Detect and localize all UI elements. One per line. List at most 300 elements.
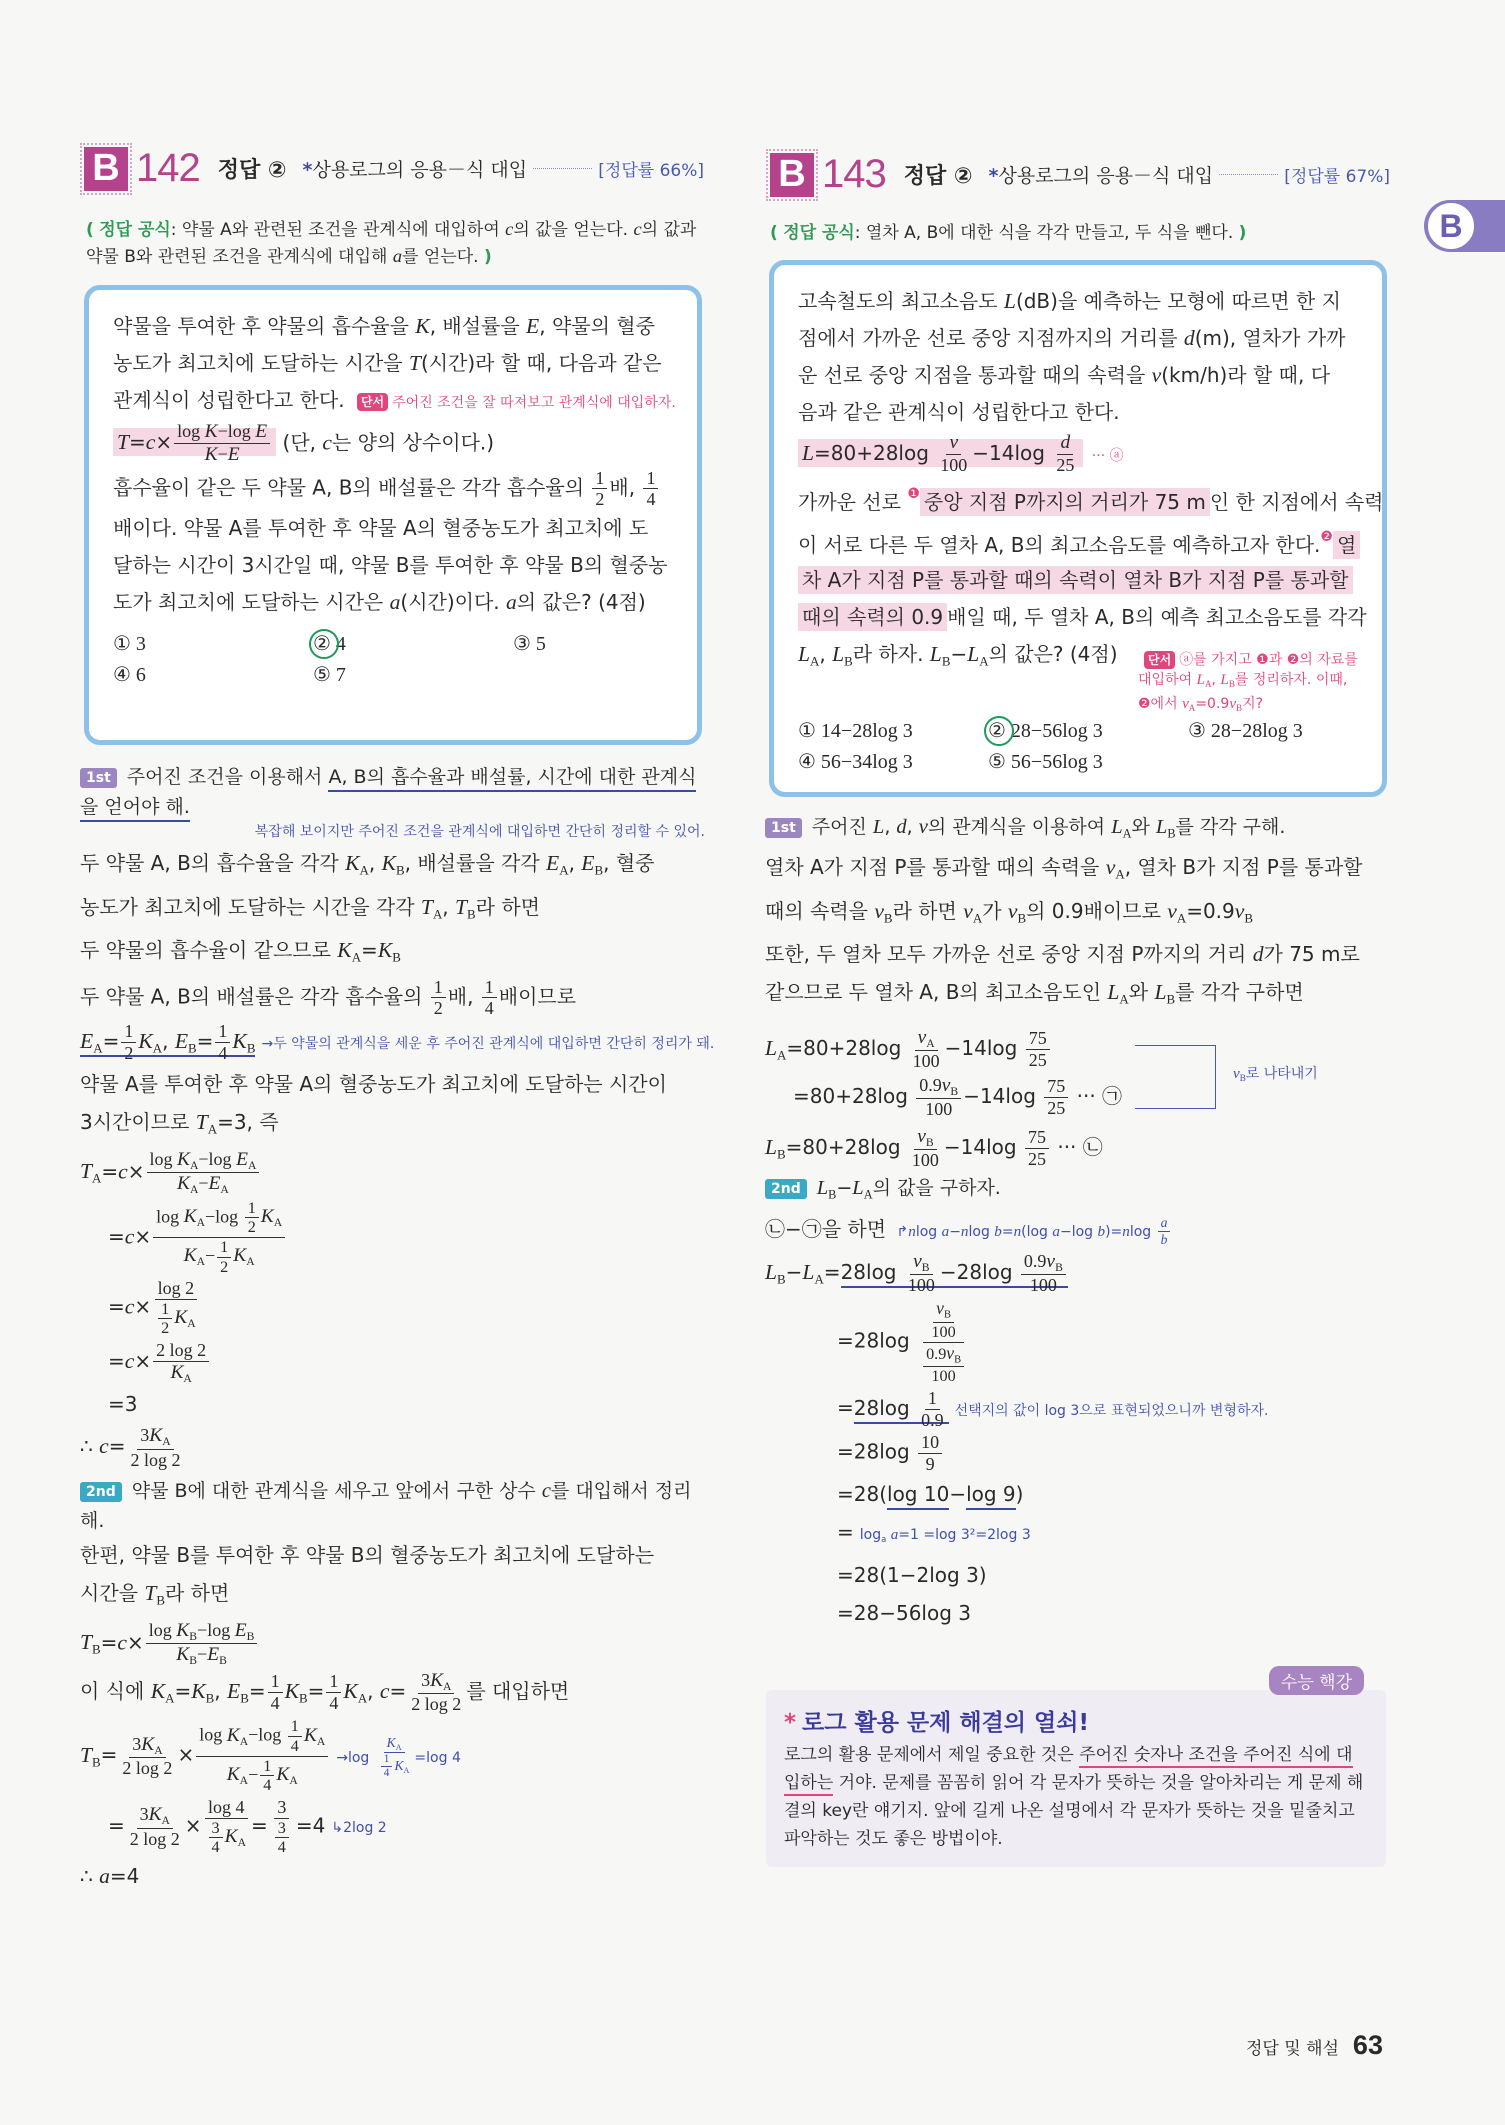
bracket-arrow (1135, 1045, 1216, 1109)
text: log 4 (208, 1796, 245, 1817)
text: 를 각각 구해. (1175, 816, 1286, 838)
math-line (798, 321, 1358, 357)
text: 주어진 조건을 이용해서 (126, 766, 329, 788)
text: log 10 (887, 1481, 950, 1506)
step-text (816, 1177, 1001, 1202)
subscript: A (863, 1187, 873, 1202)
text: 1 (329, 1671, 339, 1692)
text: 로그의 활용 문제에서 제일 중요한 것은 (784, 1745, 1080, 1765)
subscript: A (92, 1170, 102, 1186)
denominator (1027, 1275, 1060, 1296)
math-line (80, 933, 705, 975)
step-1-header (80, 762, 705, 842)
math-variable: v (949, 432, 959, 453)
math-line (798, 563, 1358, 599)
text: ㉡−㉠을 하면 (765, 1216, 887, 1241)
text: 를 대입하면 (466, 1678, 570, 1703)
answer-choices (798, 718, 1358, 774)
math-line (798, 432, 1358, 476)
math-variable: n (1122, 1223, 1130, 1240)
text: A, B의 흡수율과 배설률, 시간에 대한 관계식을 얻어야 해. (80, 766, 697, 818)
math-variable: $L_A$ (1111, 816, 1132, 841)
numerator (146, 1620, 258, 1644)
text: ↱ (892, 1223, 909, 1240)
subscript: B (925, 1135, 934, 1149)
text: = (307, 1678, 325, 1703)
math-variable: $K_A$ (174, 1307, 196, 1331)
text: = (196, 1028, 214, 1053)
subscript: A (196, 1215, 206, 1229)
denominator (922, 1099, 955, 1120)
text: − (248, 1763, 259, 1784)
text: − (198, 1173, 209, 1194)
fraction (119, 1734, 175, 1779)
math-line (80, 1340, 705, 1385)
math-line (765, 1388, 1390, 1430)
numerator (129, 1734, 165, 1758)
math-line (765, 850, 1390, 892)
denominator (592, 489, 607, 510)
numerator (155, 1278, 198, 1300)
text: 2 log 2 (156, 1340, 207, 1361)
topic (989, 161, 1214, 188)
text: 4 (263, 1776, 272, 1795)
text: 25 (1027, 1148, 1046, 1169)
math-variable: $T_A$ (420, 894, 443, 922)
subscript: B (1166, 991, 1176, 1007)
solution-step-2 (765, 1212, 1390, 1632)
subscript: A (1119, 991, 1129, 1007)
denominator (1026, 1050, 1050, 1071)
numerator (215, 1021, 230, 1043)
answer-formula (770, 220, 1382, 246)
subscript: A (559, 862, 569, 878)
text: 지? (1242, 696, 1264, 713)
choice-4[interactable]: ④ 6 (113, 664, 146, 687)
step-badge: 2nd (80, 1482, 122, 1502)
subscript: B (1055, 1260, 1063, 1274)
text: ⓐ를 가지고 ❶과 ❷의 자료를 대입하여 (1138, 651, 1358, 688)
choice-5[interactable]: ⑤ 7 (313, 664, 346, 687)
subscript: A (207, 1121, 218, 1137)
annotation (261, 1036, 714, 1052)
denominator (173, 1644, 230, 1667)
text: =80+28log (793, 1083, 915, 1108)
solution-143 (765, 812, 1390, 1634)
math-variable: $K_B$ (284, 1678, 308, 1706)
step-2-header (80, 1476, 705, 1536)
text: 100 (912, 1051, 940, 1072)
math-line (80, 1020, 715, 1065)
text: =0.9 (1186, 898, 1235, 923)
numerator (925, 1388, 940, 1410)
text: 차 A가 지점 P를 통과할 때의 속력이 열차 B가 지점 P를 통과할 (802, 568, 1349, 593)
denominator (431, 998, 446, 1019)
subscript: B (156, 1592, 165, 1608)
math-variable: a (392, 246, 403, 266)
subscript: A (443, 1679, 452, 1693)
math-variable: $K_A$ (183, 1205, 206, 1229)
text: = (100, 1630, 118, 1655)
text: −log (1059, 1223, 1098, 1240)
fraction (204, 1797, 249, 1857)
math-line (765, 1212, 1390, 1249)
text: 라 하면 (475, 894, 540, 919)
numerator (923, 1298, 963, 1342)
bracket-close: ) (483, 247, 492, 267)
math-variable: $K_B$ (377, 938, 401, 965)
fraction (326, 1671, 341, 1713)
text: 주어진 조건을 잘 따져보고 관계식에 대입하자. (392, 395, 676, 411)
math-variable: $L_A$ (1196, 671, 1212, 690)
fraction (923, 1343, 964, 1386)
fraction (916, 1075, 961, 1120)
text: 3 (277, 1796, 287, 1817)
math-line (80, 1670, 705, 1716)
denominator (121, 1043, 136, 1064)
text: 0.9 (926, 1344, 947, 1363)
text: 2 (433, 998, 443, 1019)
math-line (113, 511, 673, 547)
subscript: A (165, 1690, 175, 1706)
fraction (905, 1251, 938, 1296)
text: 100 (931, 1322, 956, 1341)
denominator (158, 1319, 172, 1338)
text: 4 (329, 1692, 339, 1713)
subscript: A (187, 1317, 196, 1331)
text: 1 (646, 467, 656, 488)
text: 약물 A를 투여한 후 약물 A의 혈중농도가 최고치에 도달하는 시간이 (80, 1072, 667, 1097)
math-variable: $v_B$ (1007, 898, 1027, 926)
text: =28log (837, 1328, 917, 1353)
annotation (336, 1735, 461, 1780)
text: (시간)이다. (400, 590, 506, 615)
text: 운 선로 중앙 지점을 통과할 때의 속력을 (798, 363, 1152, 387)
subscript: B (777, 1146, 786, 1162)
math-variable: L (1003, 289, 1016, 313)
text: 는 양의 상수이다.) (331, 430, 495, 455)
text: 한편, 약물 B를 투여한 후 약물 B의 혈중농도가 최고치에 도달하는 (80, 1543, 655, 1568)
text: = (108, 1813, 125, 1838)
text: log (859, 1526, 882, 1543)
text: 1 (161, 1299, 170, 1318)
math-variable: $K_A$ (386, 1735, 402, 1752)
choice-5[interactable]: ⑤ 56−56log 3 (988, 751, 1103, 774)
underlined (840, 1250, 1068, 1296)
math-variable: $K_A$ (430, 1669, 452, 1693)
text: = (823, 1259, 841, 1284)
step-badge: 1st (80, 768, 117, 788)
choice-1[interactable]: ① 3 (113, 633, 146, 656)
text: × (155, 430, 173, 455)
text: 100 (907, 1275, 935, 1296)
question-box-143 (769, 260, 1387, 797)
math-variable: c (124, 1349, 135, 1374)
math-line (798, 477, 1384, 519)
math-variable: $v_A$ (1182, 696, 1196, 714)
text: 때의 속력을 (765, 898, 875, 923)
math-variable: $L_B$ (832, 642, 853, 669)
numerator (326, 1671, 341, 1693)
math-variable: $E_A$ (546, 851, 569, 878)
text: (km/h)라 할 때, 다 (1161, 363, 1331, 387)
denominator (905, 1275, 938, 1296)
text: log (199, 1724, 227, 1745)
math-variable: $K_A$ (150, 1678, 175, 1706)
section-tab-b[interactable] (1424, 200, 1505, 252)
page-number: 63 (1352, 2030, 1383, 2060)
text: = (108, 1294, 125, 1319)
text: =28(1−2log 3) (837, 1562, 987, 1587)
solution-142 (80, 762, 715, 1897)
subscript: B (189, 1630, 198, 1644)
numerator (274, 1797, 289, 1819)
fraction (158, 1300, 172, 1338)
denominator (288, 1737, 302, 1756)
choice-3[interactable]: ③ 5 (513, 633, 546, 656)
text: 100 (931, 1367, 956, 1386)
fraction (174, 421, 270, 467)
step-badge: 2nd (765, 1179, 807, 1199)
numerator (923, 1343, 964, 1368)
subscript: B (941, 653, 951, 669)
math-variable: $E_B$ (207, 1644, 227, 1668)
choice-2[interactable]: ② 28−56log 3 (988, 718, 1188, 743)
math-line (80, 846, 705, 888)
math-variable: $v_A$ (917, 1026, 935, 1050)
math-line (113, 585, 673, 621)
math-variable: n (908, 1223, 916, 1240)
highlight (113, 421, 276, 466)
problem-number: 143 (822, 152, 886, 196)
topic-text: 상용로그의 응용－식 대입 (312, 159, 528, 181)
solution-step-1 (80, 846, 715, 1470)
denominator (909, 1150, 942, 1171)
text: = (174, 1678, 192, 1703)
text: 의 값을 구하자. (872, 1177, 1001, 1200)
text: = (837, 1395, 854, 1420)
subscript: B (189, 1654, 198, 1668)
text: : 약물 A와 관련된 조건을 관계식에 대입하여 (170, 220, 506, 240)
math-line (765, 1298, 1390, 1386)
text: 두 약물 A, B의 배설률은 각각 흡수율의 (80, 984, 429, 1009)
numerator (147, 1149, 260, 1173)
denominator (918, 1343, 969, 1386)
math-line (80, 1538, 705, 1574)
text: −28log (939, 1259, 1019, 1284)
choice-2[interactable]: ② 4 (313, 631, 513, 656)
subscript: B (1228, 679, 1235, 690)
denominator (376, 1753, 413, 1780)
denominator (181, 1238, 258, 1276)
fraction (431, 977, 446, 1019)
math-variable: $v_B$ (874, 898, 893, 926)
subscript: A (196, 1255, 206, 1269)
denominator (217, 1258, 231, 1277)
subscript: A (237, 1836, 247, 1849)
text: 1 (595, 467, 605, 488)
math-line (113, 421, 673, 467)
text: , 약물의 혈중 (539, 314, 655, 338)
text: 두 약물 A, B의 흡수율을 각각 (80, 851, 346, 875)
choice-4[interactable]: ④ 56−34log 3 (798, 751, 913, 774)
math-variable: d (896, 816, 907, 838)
math-line (798, 284, 1358, 320)
math-variable: d (1183, 326, 1195, 350)
denominator (643, 489, 658, 510)
math-variable: $K_A$ (343, 1678, 368, 1706)
math-variable: $K_A$ (141, 1733, 163, 1757)
math-variable: $K_B$ (176, 1644, 198, 1668)
subscript: A (152, 1040, 163, 1056)
text: 100 (1029, 1275, 1057, 1296)
text: , 열차 B가 지점 P를 통과할 (1124, 855, 1363, 880)
text: log (148, 1619, 177, 1640)
math-variable: $v_B$ (936, 1298, 951, 1321)
fraction (270, 1797, 294, 1857)
question-text (113, 309, 676, 621)
numerator (1025, 1127, 1049, 1149)
subscript: A (395, 1742, 402, 1752)
subscript: B (1017, 910, 1027, 926)
subscript: A (93, 1040, 103, 1056)
annotation (860, 1527, 1031, 1543)
text: 중앙 지점 P까지의 거리가 75 m (923, 490, 1206, 515)
math-variable: c (124, 1223, 135, 1248)
denominator (928, 1367, 958, 1386)
denominator (245, 1218, 259, 1237)
fraction (146, 1620, 258, 1668)
math-line (80, 1067, 705, 1103)
numerator (1057, 432, 1073, 455)
math-line (765, 1596, 1390, 1632)
math-variable: $v_B$ (913, 1250, 930, 1274)
subscript: B (943, 1309, 951, 1321)
text: ··· ㉠ (1070, 1083, 1123, 1108)
text: 1 (218, 1020, 228, 1041)
hint-annotation (1087, 448, 1123, 464)
fraction (209, 1819, 223, 1857)
text: 농도가 최고치에 도달하는 시간을 각각 (80, 894, 421, 919)
text: 1 (220, 1237, 229, 1256)
number-marker: ❶ (907, 486, 920, 503)
fraction (1053, 432, 1077, 476)
math-line (80, 1278, 705, 1338)
math-variable: b (1160, 1232, 1168, 1248)
step-text (80, 1480, 691, 1532)
choice-3[interactable]: ③ 28−28log 3 (1188, 720, 1303, 743)
text: , (162, 1028, 175, 1053)
text: −14log (943, 1134, 1023, 1159)
fraction (910, 1027, 943, 1072)
math-variable: $v_B$ (1046, 1250, 1063, 1274)
math-variable: d (1060, 432, 1071, 453)
text: 0.9 (919, 1074, 942, 1095)
denominator (209, 1838, 223, 1857)
text: 3 (140, 1425, 150, 1446)
text: , (1211, 671, 1221, 688)
math-variable: $E_A$ (236, 1148, 257, 1172)
hint-annotation (392, 395, 676, 411)
fraction (928, 1298, 958, 1341)
fraction (153, 1278, 198, 1338)
math-line (765, 937, 1390, 973)
math-variable: $K_A$ (276, 1763, 298, 1788)
text: = (1001, 1223, 1014, 1240)
math-line (80, 890, 705, 932)
answer-label: 정답 ② (217, 158, 287, 183)
subscript: B (1239, 1073, 1246, 1084)
text: 2 log 2 (411, 1694, 462, 1715)
denominator (1053, 455, 1077, 476)
text: 라 하면 (892, 898, 964, 923)
subscript: A (246, 1255, 255, 1269)
math-variable: $L_B$ (929, 642, 951, 669)
math-variable: c (118, 1159, 128, 1184)
text: , (368, 851, 382, 875)
text: ∴ (80, 1863, 100, 1888)
math-variable: $v_B$ (1233, 1065, 1246, 1084)
math-variable: $v_A$ (1105, 855, 1125, 882)
text: →log (336, 1749, 374, 1766)
text: 시간을 (80, 1581, 145, 1606)
subscript: A (926, 1036, 935, 1050)
text: −log (217, 421, 256, 441)
text: ) (1015, 1481, 1024, 1506)
highlight (798, 432, 1083, 476)
text: 3시간이므로 (80, 1110, 196, 1135)
text: 2 (124, 1042, 134, 1063)
denominator (408, 1694, 464, 1715)
topic-text: 상용로그의 응용－식 대입 (998, 165, 1214, 187)
text: 농도가 최고치에 도달하는 시간을 (113, 351, 409, 375)
math-line (80, 1797, 705, 1857)
text: = (251, 1813, 268, 1838)
subscript: B (219, 1654, 227, 1668)
math-variable: $E_B$ (234, 1619, 255, 1644)
math-line (80, 1425, 705, 1470)
text: −14log (944, 1035, 1024, 1060)
text: 거야. 문제를 꼼꼼히 읽어 각 문자가 뜻하는 것을 알아차리는 게 문제 해결의 key란 얘기지. 앞에 길게 나온 설명에서 각 문자가 뜻하는 것을 밑줄치고 파악하는 것도 좋은 방법이야. (784, 1773, 1364, 1849)
numerator (1026, 1028, 1050, 1050)
math-variable: c (505, 219, 514, 239)
fraction (260, 1757, 274, 1795)
fraction (918, 1432, 942, 1474)
choice-1[interactable]: ① 14−28log 3 (798, 720, 913, 743)
subscript: A (239, 1734, 249, 1748)
text: −log (197, 1619, 235, 1640)
subscript: a (881, 1533, 887, 1544)
text: −log (198, 1148, 237, 1169)
text: 10 (921, 1432, 940, 1453)
text: = (101, 1159, 119, 1184)
text: =log 4 (414, 1749, 461, 1766)
subscript: B (828, 1187, 837, 1202)
math-variable: $K_B$ (191, 1678, 215, 1706)
math-variable: v (918, 816, 928, 838)
tip-title-text: 로그 활용 문제 해결의 열쇠! (802, 1710, 1089, 1736)
subscript: B (950, 1084, 959, 1098)
text: 또한, 두 열차 모두 가까운 선로 중앙 지점 P까지의 거리 (765, 942, 1253, 967)
text: =1 =log 3²=2log 3 (898, 1526, 1031, 1543)
text: 1 (927, 1387, 937, 1408)
text: 의 관계식을 이용하여 (927, 816, 1112, 838)
text: log (915, 1223, 942, 1240)
math-variable: $v_A$ (963, 898, 983, 926)
text: 약물 B에 대한 관계식을 세우고 앞에서 구한 상수 (131, 1480, 542, 1503)
math-variable: $v_B$ (917, 1125, 934, 1149)
subscript: B (205, 1690, 215, 1706)
